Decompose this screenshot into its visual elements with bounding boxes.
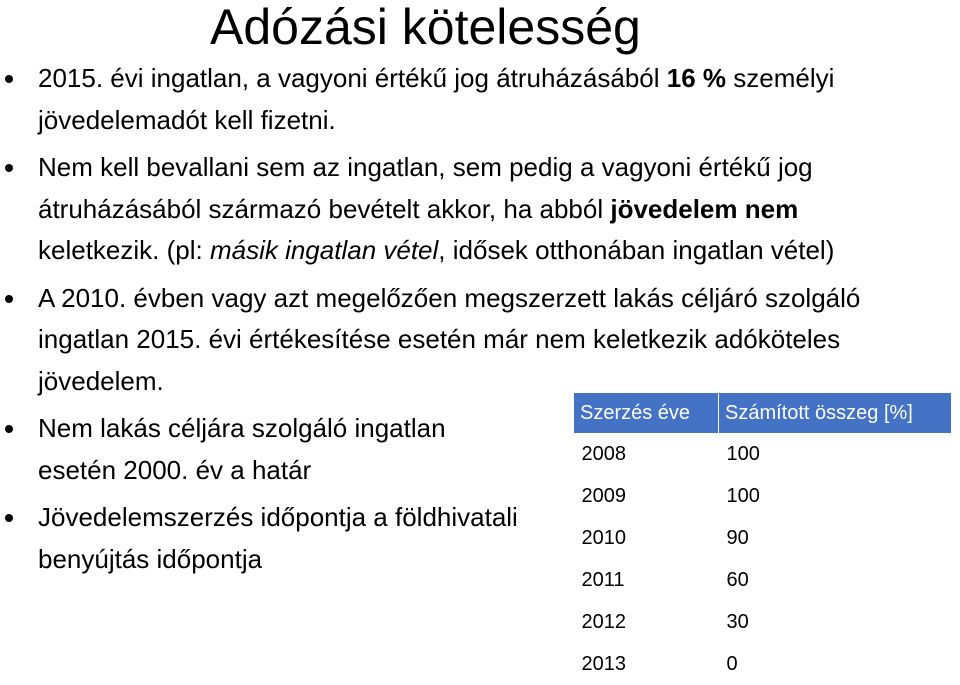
- bullet-dot-icon: [5, 164, 13, 172]
- table-cell-year: 2013: [574, 644, 719, 685]
- bullet-dot-icon: [5, 514, 13, 522]
- bullet-text-italic: másik ingatlan vétel: [209, 235, 439, 265]
- bullet-text: Jövedelemszerzés időpontja a földhivatali benyújtás időpontja: [38, 502, 518, 574]
- bullet-text: 2015. évi ingatlan, a vagyoni értékű jog átruházásából: [38, 63, 667, 93]
- bullet-text: személyi jövedelemadót kell fizetni.: [38, 63, 835, 135]
- bullet-text-bold: 16 %: [666, 63, 727, 93]
- table-row: [574, 518, 952, 560]
- bullet-text: Nem lakás céljára szolgáló ingatlan esetén 2000. év a határ: [38, 413, 446, 485]
- bullet-text-bold: jövedelem nem: [610, 193, 799, 224]
- bullet-text: keletkezik. (pl:: [38, 235, 210, 265]
- table-cell-value: 30: [719, 602, 952, 644]
- table-cell-value: 100: [719, 476, 952, 518]
- bullet-item: [0, 147, 900, 272]
- bullet-dot-icon: [5, 75, 13, 83]
- rate-table: [573, 392, 952, 685]
- table-row: [574, 476, 952, 518]
- table-row: [574, 560, 952, 602]
- table-cell-year: 2011: [574, 560, 719, 602]
- bullet-text: A 2010. évben vagy azt megelőzően megszerzett lakás céljáró szolgáló ingatlan 2015. évi értékesítése esetén már nem keletkezik adóköteles jövedelem.: [38, 282, 861, 396]
- bullet-dot-icon: [5, 425, 13, 433]
- slide-title: Adózási kötelesség: [210, 0, 641, 55]
- bullet-item: [0, 278, 900, 403]
- bullet-text: , idősek otthonában ingatlan vétel): [438, 235, 835, 265]
- bullet-text: Nem kell bevallani sem az ingatlan, sem pedig a vagyoni értékű jog átruházásából származó bevételt akkor, ha abból: [38, 152, 813, 224]
- table-cell-value: 60: [719, 560, 952, 602]
- table-row: [574, 644, 952, 685]
- table-cell-year: 2009: [574, 476, 719, 518]
- bullet-item: [0, 58, 900, 141]
- table-cell-value: 90: [719, 518, 952, 560]
- bullet-dot-icon: [5, 295, 13, 303]
- table-header-cell: Szerzés éve: [574, 393, 719, 434]
- table-cell-year: 2012: [574, 602, 719, 644]
- table-cell-value: 0: [719, 644, 952, 685]
- table-cell-value: 100: [719, 434, 952, 476]
- bullet-item: [0, 408, 518, 491]
- table-row: [574, 602, 952, 644]
- table-row: [574, 434, 952, 476]
- table-cell-year: 2010: [574, 518, 719, 560]
- table-header-cell: Számított összeg [%]: [719, 393, 952, 434]
- table-header-row: [574, 393, 952, 434]
- table-cell-year: 2008: [574, 434, 719, 476]
- bullet-item: [0, 497, 518, 580]
